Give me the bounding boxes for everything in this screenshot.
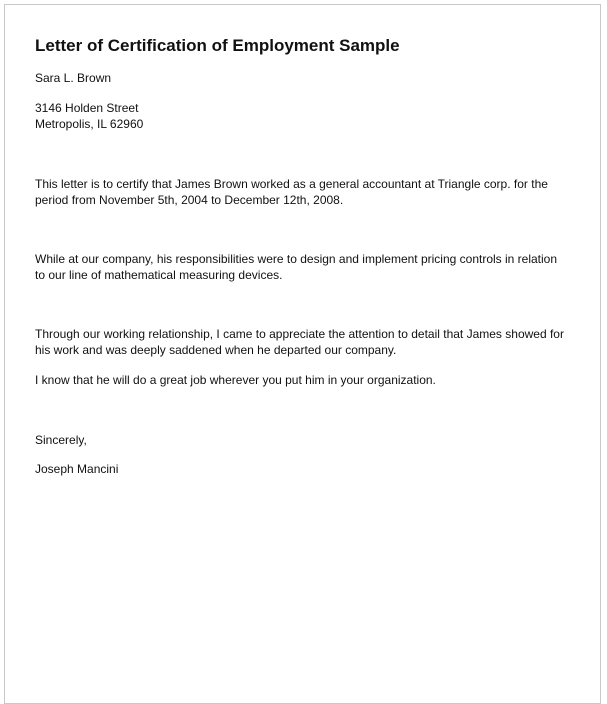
body-paragraph-1: This letter is to certify that James Brown worked as a general accountant at Triangle corp. for the period from November 5th, 2004 to December 12th, 2008. bbox=[35, 177, 548, 207]
address-street: 3146 Holden Street bbox=[35, 101, 139, 115]
closing: Sincerely, bbox=[35, 433, 87, 447]
body-paragraph-3: Through our working relationship, I came to appreciate the attention to detail that James showed for his work and was deeply saddened when he departed our company. bbox=[35, 327, 564, 357]
body-paragraph-2: While at our company, his responsibilities were to design and implement pricing controls in relation to our line of mathematical measuring devices. bbox=[35, 252, 558, 282]
body-paragraph-4: I know that he will do a great job wherever you put him in your organization. bbox=[35, 373, 436, 387]
sender-name: Sara L. Brown bbox=[35, 71, 112, 85]
address-city: Metropolis, IL 62960 bbox=[35, 117, 144, 131]
letter-title: Letter of Certification of Employment Sample bbox=[35, 36, 400, 55]
letter-page bbox=[4, 4, 601, 704]
signature-name: Joseph Mancini bbox=[35, 462, 119, 476]
